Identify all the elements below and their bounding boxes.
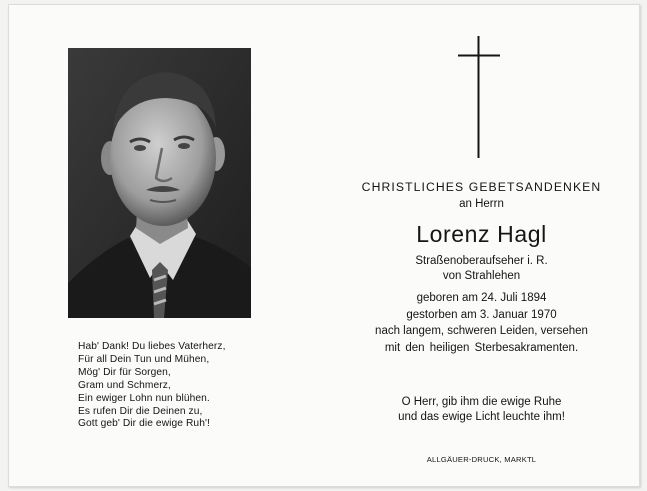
latin-cross-icon (458, 36, 500, 158)
poem (78, 341, 278, 431)
salutation: an Herrn (459, 198, 504, 210)
poem-line: Ein ewiger Lohn nun blühen. (78, 392, 210, 404)
death-date: gestorben am 3. Januar 1970 (406, 309, 557, 321)
portrait-photo (68, 48, 251, 318)
birth-date: geboren am 24. Juli 1894 (416, 292, 547, 304)
deceased-name: Lorenz Hagl (416, 221, 547, 247)
illness-note: nach langem, schweren Leiden, versehen (375, 325, 588, 337)
poem-line: Es rufen Dir die Deinen zu, (78, 405, 203, 417)
printer-imprint: ALLGÄUER-DRUCK, MARKTL (426, 455, 537, 464)
poem-line: Mög' Dir für Sorgen, (78, 366, 171, 378)
heading: CHRISTLICHES GEBETSANDENKEN (361, 180, 602, 194)
poem-line: Gram und Schmerz, (78, 379, 171, 391)
poem-line: Gott geb' Dir die ewige Ruh'! (78, 418, 210, 430)
sacraments-note: mit den heiligen Sterbesakramenten. (384, 342, 579, 354)
occupation: Straßenoberaufseher i. R. (415, 255, 548, 267)
origin: von Strahlehen (442, 270, 521, 282)
poem-line: Hab' Dank! Du liebes Vaterherz, (78, 341, 226, 352)
prayer-line-2: und das ewige Licht leuchte ihm! (398, 411, 565, 423)
poem-line: Für all Dein Tun und Mühen, (78, 353, 210, 365)
prayer-line-1: O Herr, gib ihm die ewige Ruhe (401, 396, 562, 408)
